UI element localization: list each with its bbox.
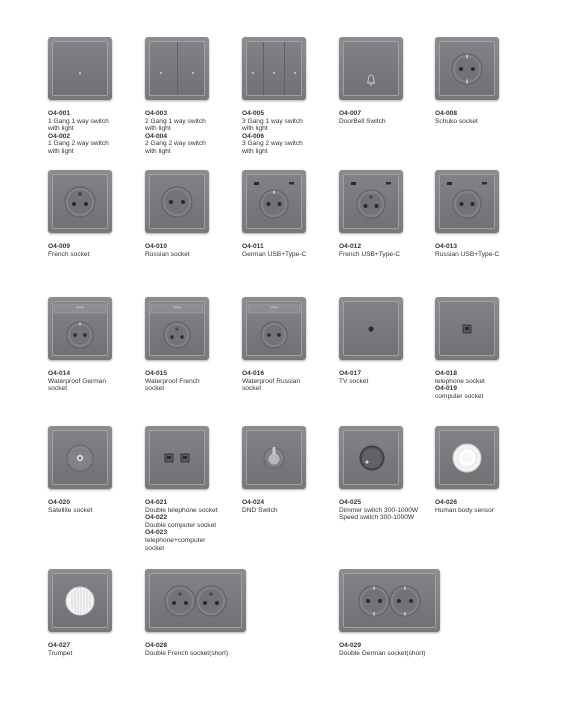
double-french-socket-plate — [145, 569, 246, 632]
product-code: O4-017 — [339, 370, 361, 377]
double-french-socket-icon — [145, 569, 246, 632]
double-telephone-socket-plate — [145, 426, 209, 489]
russian-socket-icon — [145, 170, 209, 233]
product-caption — [145, 370, 239, 393]
tv-socket-plate — [339, 297, 403, 360]
product-code: O4-027 — [48, 642, 70, 649]
product-description: Double computer socket — [145, 521, 217, 529]
product-caption — [242, 499, 336, 514]
doorbell-switch-plate — [339, 37, 403, 100]
product-description: 1 Gang 2 way switch — [48, 140, 109, 148]
product-code: O4-013 — [435, 243, 457, 250]
rj-port-icon — [435, 297, 499, 360]
product-description: socket — [48, 385, 68, 393]
speaker-grille-icon — [48, 569, 112, 632]
waterproof-german-socket-plate — [48, 297, 112, 360]
schuko-socket-icon — [435, 37, 499, 100]
led-indicator-icon — [160, 72, 162, 74]
product-description: Russian USB+Type-C — [435, 250, 500, 258]
product-code: O4-012 — [339, 243, 361, 250]
product-code: O4-025 — [339, 499, 361, 506]
dimmer-knob-icon — [339, 426, 403, 489]
product-description: 1 Gang 1 way switch — [48, 117, 109, 125]
product-caption — [435, 370, 529, 400]
product-code: O4-010 — [145, 243, 167, 250]
product-description: Human body sensor — [435, 506, 495, 514]
product-code: O4-003 — [145, 110, 167, 117]
product-caption — [339, 499, 433, 522]
product-description: Russian socket — [145, 250, 190, 258]
product-description: DoorBell Switch — [339, 117, 386, 125]
switch-1-gang-plate — [48, 37, 112, 100]
satellite-port-icon — [48, 426, 112, 489]
waterproof-socket-icon — [48, 297, 112, 360]
usb-socket-icon — [435, 170, 499, 233]
product-description: with light — [48, 125, 74, 133]
product-description: with light — [242, 125, 268, 133]
trumpet-plate — [48, 569, 112, 632]
product-caption — [48, 110, 142, 156]
product-code: O4-011 — [242, 243, 264, 250]
product-code: O4-021 — [145, 499, 167, 506]
product-description: DND Switch — [242, 506, 278, 514]
schuko-socket-plate — [435, 37, 499, 100]
french-socket-icon — [48, 170, 112, 233]
product-description: TV socket — [339, 377, 369, 385]
product-code: O4-018 — [435, 370, 457, 377]
dimmer-switch-plate — [339, 426, 403, 489]
waterproof-russian-socket-plate — [242, 297, 306, 360]
waterproof-socket-icon — [145, 297, 209, 360]
product-caption — [145, 642, 285, 657]
product-caption — [339, 642, 479, 657]
satellite-socket-plate — [48, 426, 112, 489]
product-caption — [339, 110, 433, 125]
toggle-knob-icon — [242, 426, 306, 489]
product-description: Schuko socket — [435, 117, 478, 125]
gang-divider — [263, 42, 264, 95]
product-caption — [435, 110, 529, 125]
product-code: O4-026 — [435, 499, 457, 506]
product-description: Satellite socket — [48, 506, 93, 514]
dnd-switch-plate — [242, 426, 306, 489]
telephone-socket-plate — [435, 297, 499, 360]
french-socket-plate — [48, 170, 112, 233]
product-caption — [242, 243, 336, 258]
gang-divider — [284, 42, 285, 95]
waterproof-socket-icon — [242, 297, 306, 360]
product-description: telephone+computer — [145, 536, 206, 544]
product-caption — [339, 243, 433, 258]
product-description: telephone socket — [435, 377, 485, 385]
product-code: O4-019 — [435, 385, 457, 393]
product-code: O4-015 — [145, 370, 167, 377]
product-description: Waterproof Russian — [242, 377, 301, 385]
human-body-sensor-plate — [435, 426, 499, 489]
product-description: Waterproof German — [48, 377, 107, 385]
usb-socket-icon — [242, 170, 306, 233]
product-code: O4-023 — [145, 529, 167, 537]
product-description: socket — [242, 385, 262, 393]
product-description: Double telephone socket — [145, 506, 218, 514]
product-description: Waterproof French — [145, 377, 200, 385]
product-description: German USB+Type-C — [242, 250, 307, 258]
product-code: O4-007 — [339, 110, 361, 117]
product-caption — [48, 243, 142, 258]
product-code: O4-016 — [242, 370, 264, 377]
switch-2-gang-plate — [145, 37, 209, 100]
product-caption — [339, 370, 433, 385]
product-code: O4-008 — [435, 110, 457, 117]
russian-socket-plate — [145, 170, 209, 233]
product-caption — [145, 499, 239, 552]
product-code: O4-029 — [339, 642, 361, 649]
led-indicator-icon — [79, 72, 81, 74]
product-description: 2 Gang 1 way switch — [145, 117, 206, 125]
product-description: Trumpet — [48, 649, 73, 657]
product-description: Dimmer switch 300-1000W — [339, 506, 419, 514]
usb-socket-icon — [339, 170, 403, 233]
product-code: O4-004 — [145, 132, 167, 140]
german-usb-socket-plate — [242, 170, 306, 233]
product-caption — [145, 243, 239, 258]
product-code: O4-020 — [48, 499, 70, 506]
product-description: with light — [242, 147, 268, 155]
product-description: 3 Gang 2 way switch — [242, 140, 303, 148]
product-description: Double French socket(short) — [145, 649, 229, 657]
product-description: socket — [145, 544, 165, 552]
waterproof-french-socket-plate — [145, 297, 209, 360]
product-code: O4-005 — [242, 110, 264, 117]
product-description: with light — [48, 147, 74, 155]
product-caption — [48, 370, 142, 393]
product-code: O4-022 — [145, 514, 167, 522]
gang-divider — [177, 42, 178, 95]
product-caption — [145, 110, 239, 156]
led-indicator-icon — [252, 72, 254, 74]
double-rj-port-icon — [145, 426, 209, 489]
product-caption — [48, 499, 142, 514]
led-indicator-icon — [273, 72, 275, 74]
led-indicator-icon — [192, 72, 194, 74]
tv-port-icon — [339, 297, 403, 360]
product-code: O4-028 — [145, 642, 167, 649]
double-schuko-socket-icon — [339, 569, 440, 632]
french-usb-socket-plate — [339, 170, 403, 233]
product-description: French USB+Type-C — [339, 250, 401, 258]
product-code: O4-014 — [48, 370, 70, 377]
double-german-socket-plate — [339, 569, 440, 632]
product-description: 2 Gang 2 way switch — [145, 140, 206, 148]
product-description: computer socket — [435, 392, 484, 400]
product-code: O4-002 — [48, 132, 70, 140]
product-code: O4-009 — [48, 243, 70, 250]
product-description: with light — [145, 125, 171, 133]
product-description: Double German socket(short) — [339, 649, 426, 657]
product-caption — [435, 243, 529, 258]
switch-3-gang-plate — [242, 37, 306, 100]
product-description: Speed switch 300-1000W — [339, 514, 415, 522]
product-code: O4-001 — [48, 110, 70, 117]
product-caption — [48, 642, 142, 657]
russian-usb-socket-plate — [435, 170, 499, 233]
product-caption — [242, 110, 336, 156]
product-description: socket — [145, 385, 165, 393]
product-code: O4-006 — [242, 132, 264, 140]
product-caption — [435, 499, 529, 514]
led-indicator-icon — [294, 72, 296, 74]
product-description: 3 Gang 1 way switch — [242, 117, 303, 125]
product-caption — [242, 370, 336, 393]
product-code: O4-024 — [242, 499, 264, 506]
motion-sensor-icon — [435, 426, 499, 489]
product-description: French socket — [48, 250, 90, 258]
product-description: with light — [145, 147, 171, 155]
bell-icon — [339, 37, 403, 100]
